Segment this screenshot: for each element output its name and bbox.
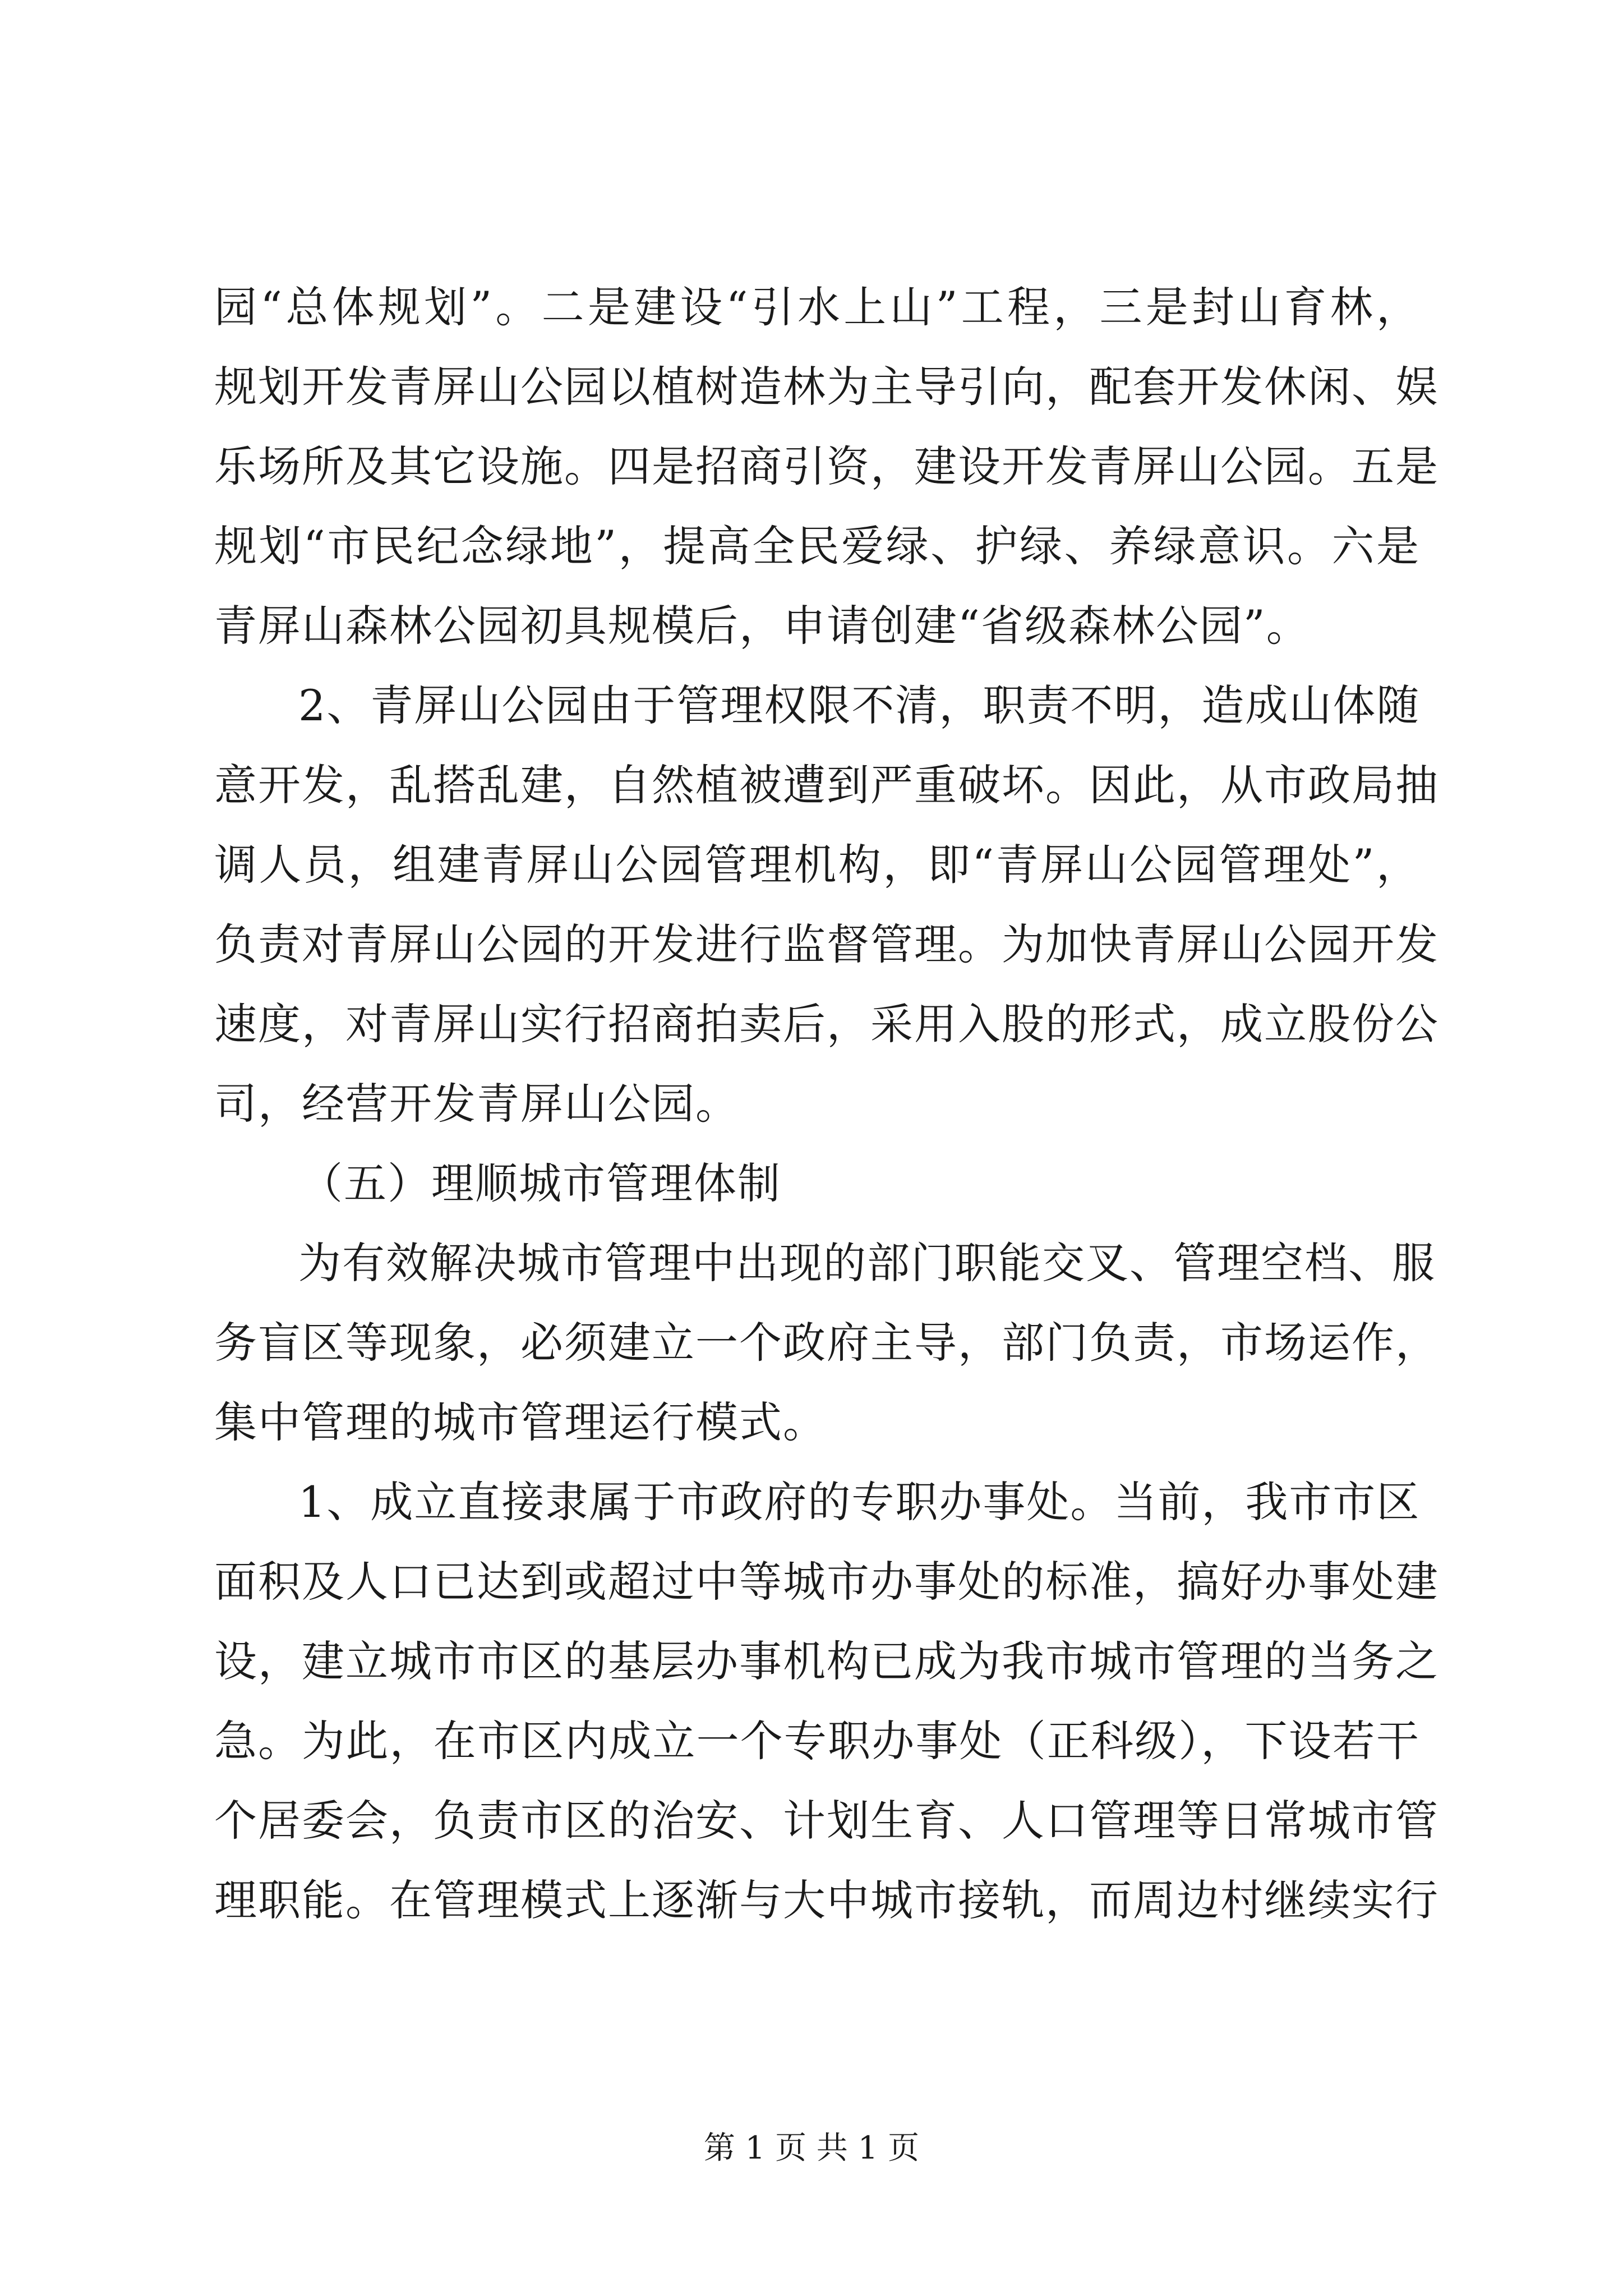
page-number: 第 1 页 共 1 页	[703, 2130, 920, 2166]
text-line: 速度，对青屏山实行招商拍卖后，采用入股的形式，成立股份公	[214, 999, 1439, 1049]
text-line: 理职能。在管理模式上逐渐与大中城市接轨，而周边村继续实行	[214, 1875, 1439, 1925]
text-line: 负责对青屏山公园的开发进行监督管理。为加快青屏山公园开发	[214, 919, 1439, 969]
text-line: 规划开发青屏山公园以植树造林为主导引向，配套开发休闲、娱	[214, 362, 1439, 412]
text-line: 为有效解决城市管理中出现的部门职能交叉、管理空档、服	[298, 1238, 1436, 1288]
text-line: 规划“市民纪念绿地”，提高全民爱绿、护绿、养绿意识。六是	[214, 521, 1420, 571]
text-line: 务盲区等现象，必须建立一个政府主导，部门负责，市场运作，	[214, 1318, 1439, 1368]
section-heading: （五）理顺城市管理体制	[300, 1158, 781, 1208]
text-line: 意开发，乱搭乱建，自然植被遭到严重破坏。因此，从市政局抽	[214, 760, 1439, 810]
text-line: 面积及人口已达到或超过中等城市办事处的标准，搞好办事处建	[214, 1557, 1439, 1607]
text-line: 司，经营开发青屏山公园。	[214, 1079, 739, 1129]
text-line: 乐场所及其它设施。四是招商引资，建设开发青屏山公园。五是	[214, 441, 1439, 491]
text-line: 设，建立城市市区的基层办事机构已成为我市城市管理的当务之	[214, 1636, 1439, 1686]
text-line: 调人员，组建青屏山公园管理机构，即“青屏山公园管理处”，	[214, 840, 1420, 890]
text-line: 集中管理的城市管理运行模式。	[214, 1397, 827, 1447]
text-line: 1、成立直接隶属于市政府的专职办事处。当前，我市市区	[298, 1477, 1421, 1527]
text-line: 园“总体规划”。二是建设“引水上山”工程，三是封山育林，	[214, 282, 1420, 332]
text-line: 个居委会，负责市区的治安、计划生育、人口管理等日常城市管	[214, 1796, 1439, 1846]
text-line: 2、青屏山公园由于管理权限不清，职责不明，造成山体随	[298, 680, 1421, 730]
text-line: 青屏山森林公园初具规模后，申请创建“省级森林公园”。	[214, 601, 1310, 651]
text-line: 急。为此，在市区内成立一个专职办事处（正科级），下设若干	[214, 1716, 1420, 1766]
